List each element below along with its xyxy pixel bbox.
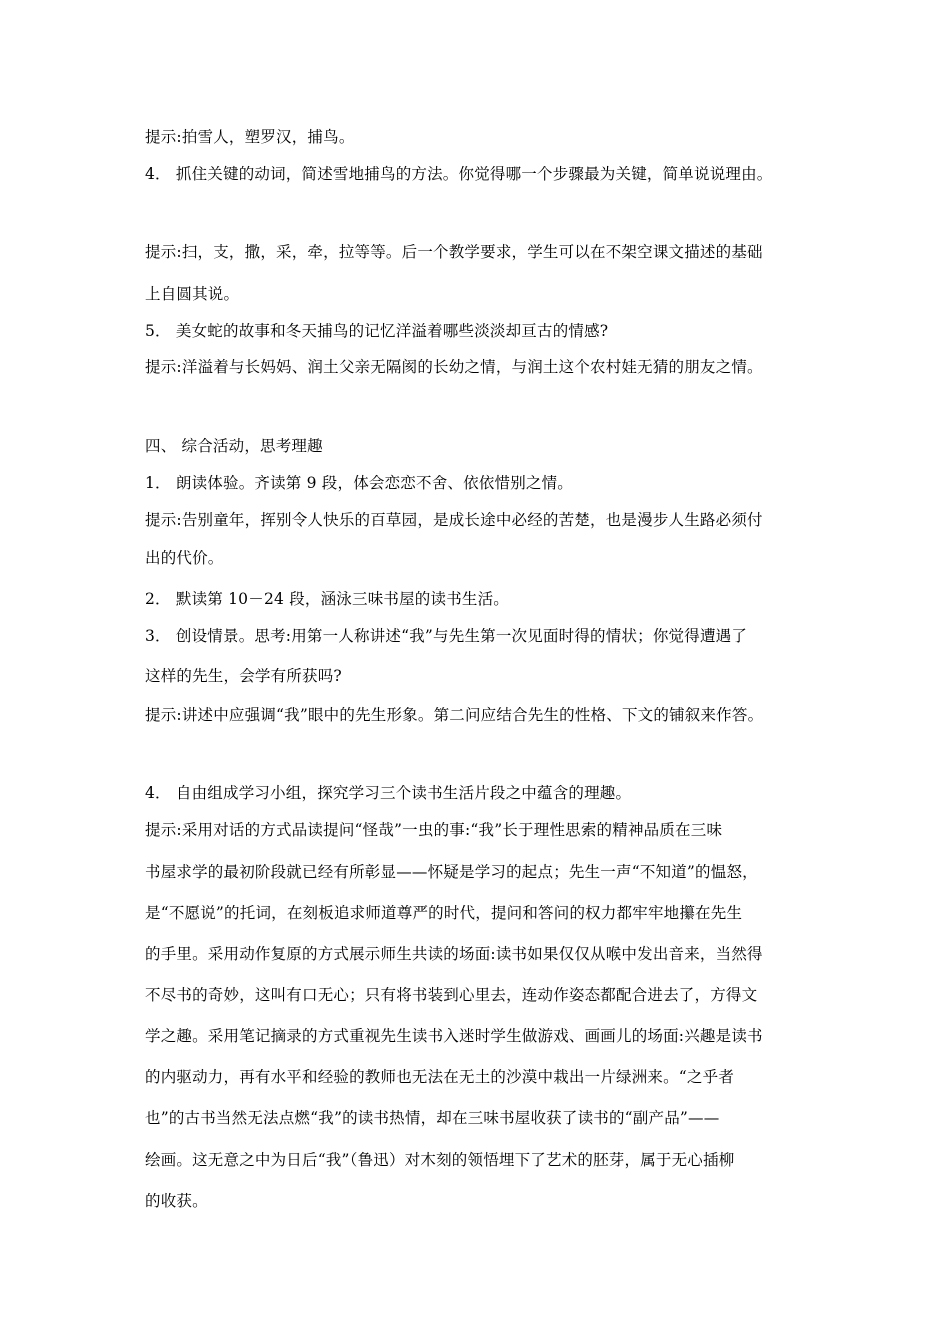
hint-paragraph-line: 不尽书的奇妙，这叫有口无心；只有将书装到心里去，连动作姿态都配合进去了，方得文 (145, 986, 758, 1004)
hint-line: 提示:扫，支，撒，采，牵，拉等等。后一个教学要求，学生可以在不架空课文描述的基础 (145, 243, 763, 261)
question-4-line: 4． 抓住关键的动词，简述雪地捕鸟的方法。你觉得哪一个步骤最为关键，简单说说理由。 (145, 165, 773, 183)
hint-line: 提示:讲述中应强调“我”眼中的先生形象。第二问应结合先生的性格、下文的铺叙来作答。 (145, 706, 764, 724)
hint-paragraph-line: 是“不愿说”的托词，在刻板追求师道尊严的时代，提问和答问的权力都牢牢地攥在先生 (145, 904, 743, 922)
activity-4-line: 4． 自由组成学习小组，探究学习三个读书生活片段之中蕴含的理趣。 (145, 784, 632, 802)
hint-line-continued: 上自圆其说。 (145, 285, 240, 303)
question-5-line: 5． 美女蛇的故事和冬天捕鸟的记忆洋溢着哪些淡淡却亘古的情感? (145, 322, 609, 340)
hint-paragraph-line: 的收获。 (145, 1192, 208, 1210)
hint-paragraph-line: 也”的古书当然无法点燃“我”的读书热情，却在三味书屋收获了读书的“副产品”—— (145, 1109, 720, 1127)
hint-paragraph-line: 提示:采用对话的方式品读提问“怪哉”一虫的事:“我”长于理性思索的精神品质在三味 (145, 821, 723, 839)
hint-paragraph-line: 学之趣。采用笔记摘录的方式重视先生读书入迷时学生做游戏、画画儿的场面:兴趣是读书 (145, 1027, 763, 1045)
activity-2-line: 2． 默读第 10－24 段，涵泳三味书屋的读书生活。 (145, 590, 509, 608)
hint-line: 提示:告别童年，挥别令人快乐的百草园，是成长途中必经的苦楚，也是漫步人生路必须付 (145, 511, 763, 529)
hint-line: 提示:洋溢着与长妈妈、润土父亲无隔阂的长幼之情，与润土这个农村娃无猜的朋友之情。 (145, 358, 763, 376)
hint-paragraph-line: 书屋求学的最初阶段就已经有所彰显——怀疑是学习的起点；先生一声“不知道”的愠怒， (145, 863, 758, 881)
activity-3-line-continued: 这样的先生，会学有所获吗? (145, 667, 342, 685)
hint-line: 提示:拍雪人，塑罗汉，捕鸟。 (145, 128, 355, 146)
hint-paragraph-line: 绘画。这无意之中为日后“我”（鲁迅）对木刻的领悟埋下了艺术的胚芽，属于无心插柳 (145, 1151, 735, 1169)
hint-line-continued: 出的代价。 (145, 549, 224, 567)
activity-1-line: 1． 朗读体验。齐读第 9 段，体会恋恋不舍、依依惜别之情。 (145, 474, 574, 492)
hint-paragraph-line: 的内驱动力，再有水平和经验的教师也无法在无土的沙漠中栽出一片绿洲来。“之乎者 (145, 1068, 735, 1086)
hint-paragraph-line: 的手里。采用动作复原的方式展示师生共读的场面:读书如果仅仅从喉中发出音来，当然得 (145, 945, 763, 963)
section-heading: 四、 综合活动，思考理趣 (145, 437, 323, 455)
activity-3-line: 3． 创设情景。思考:用第一人称讲述“我”与先生第一次见面时得的情状；你觉得遭遇了 (145, 627, 748, 645)
